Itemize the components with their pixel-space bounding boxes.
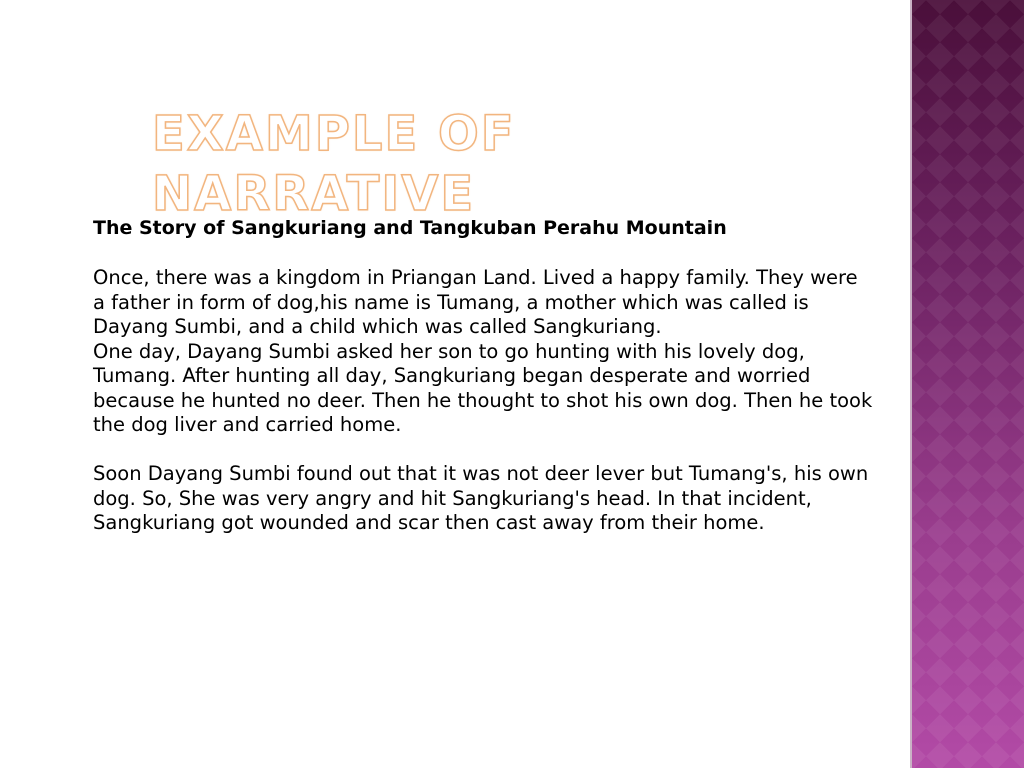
story-title: The Story of Sangkuriang and Tangkuban Perahu Mountain [93,217,727,239]
decorative-side-band [912,0,1024,768]
slide-title: EXAMPLE OF NARRATIVE [152,106,516,222]
paragraph-1: Once, there was a kingdom in Priangan Land. Lived a happy family. They were a father in form of dog,his name is Tumang, a mother which was called is Dayang Sumbi, and a child which was called Sangkuriang. [93,266,858,338]
slide-content [93,214,873,536]
paragraph-gap [93,438,873,463]
paragraph-3: Soon Dayang Sumbi found out that it was not deer lever but Tumang's, his own dog. So, She was very angry and hit Sangkuriang's head. In that incident, Sangkuriang got wounded and scar then cast away from their home. [93,462,869,534]
paragraph-2: One day, Dayang Sumbi asked her son to go hunting with his lovely dog, Tumang. After hunting all day, Sangkuriang began desperate and worried because he hunted no deer. Then he thought to shot his own dog. Then he took the dog liver and carried home. [93,339,873,436]
